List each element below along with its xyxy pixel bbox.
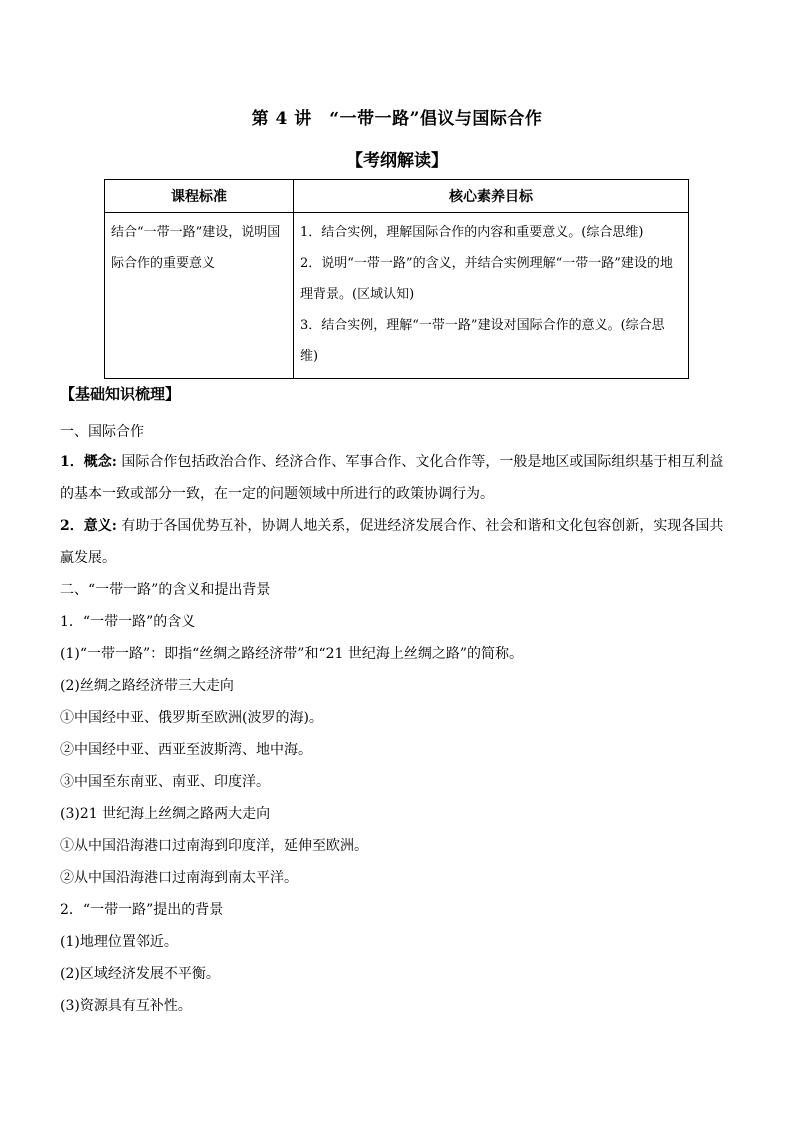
meaning-subheading: 1．“一带一路”的含义: [60, 614, 196, 630]
table-cell-standard: 结合“一带一路”建设，说明国际合作的重要意义: [105, 213, 294, 379]
list-item: (2)区域经济发展不平衡。: [60, 966, 220, 982]
list-item: ②中国经中亚、西亚至波斯湾、地中海。: [60, 742, 312, 758]
background-subheading: 2．“一带一路”提出的背景: [60, 902, 224, 918]
goal-item-1: 1．结合实例，理解国际合作的内容和重要意义。(综合思维): [300, 225, 644, 240]
concept-text: 国际合作包括政治合作、经济合作、军事合作、文化合作等，一般是地区或国际组织基于相互利益的基本一致或部分一致，在一定的问题领域中所进行的政策协调行为。: [60, 454, 724, 502]
table-header-goals: 核心素养目标: [294, 180, 689, 213]
basic-knowledge-heading: 【基础知识梳理】: [60, 385, 181, 403]
list-item: ①中国经中亚、俄罗斯至欧洲(波罗的海)。: [60, 710, 323, 726]
goal-item-3: 3．结合实例，理解“一带一路”建设对国际合作的意义。(综合思维): [300, 318, 665, 364]
list-item: ②从中国沿海港口过南海到南太平洋。: [60, 870, 298, 886]
goal-item-2: 2．说明“一带一路”的含义，并结合实例理解“一带一路”建设的地理背景。(区域认知): [300, 256, 673, 302]
list-item: ①从中国沿海港口过南海到印度洋，延伸至欧洲。: [60, 838, 368, 854]
part2-heading: 二、“一带一路”的含义和提出背景: [60, 582, 271, 598]
part1-heading: 一、国际合作: [60, 424, 144, 440]
list-item: (2)丝绸之路经济带三大走向: [60, 678, 234, 694]
syllabus-table: [104, 179, 689, 379]
table-header-row: [105, 180, 689, 213]
list-item: (1)地理位置邻近。: [60, 934, 178, 950]
list-item: (3)21 世纪海上丝绸之路两大走向: [60, 806, 271, 822]
list-item: (3)资源具有互补性。: [60, 998, 192, 1014]
table-cell-goals: [294, 213, 689, 379]
significance-text: 有助于各国优势互补，协调人地关系，促进经济发展合作、社会和谐和文化包容创新，实现各国共赢发展。: [60, 518, 724, 566]
page-title: 第 4 讲 “一带一路”倡议与国际合作: [251, 109, 543, 129]
significance-label: 2．意义:: [60, 518, 117, 534]
list-item: (1)“一带一路”：即指“丝绸之路经济带”和“21 世纪海上丝绸之路”的简称。: [60, 646, 524, 662]
table-header-standard: 课程标准: [105, 180, 294, 213]
concept-label: 1．概念:: [60, 454, 117, 470]
syllabus-heading: 【考纲解读】: [346, 151, 448, 171]
list-item: ③中国至东南亚、南亚、印度洋。: [60, 774, 270, 790]
concept-paragraph: [60, 446, 732, 510]
table-row: [105, 213, 689, 379]
significance-paragraph: [60, 510, 732, 574]
